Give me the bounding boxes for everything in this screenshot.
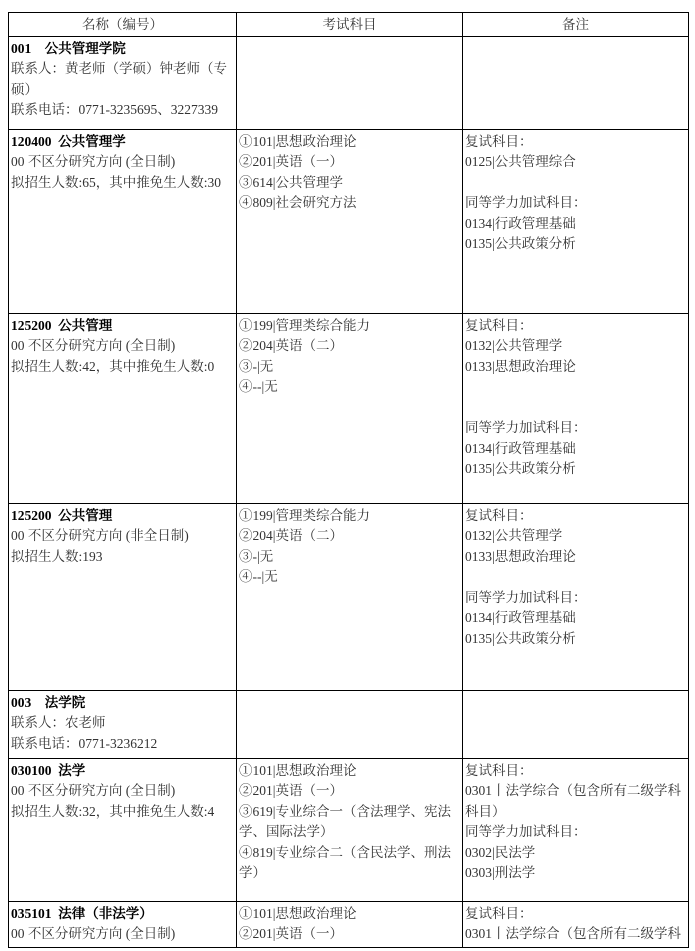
enrollment-count: 拟招生人数:65，其中推免生人数:30: [11, 174, 222, 190]
direction: 00 不区分研究方向 (全日制): [11, 338, 176, 353]
exam-subject: ③619|专业综合一（含法理学、宪法学、国际法学）: [239, 803, 451, 839]
name-cell: [9, 690, 237, 758]
exam-subject: ①101|思想政治理论: [239, 762, 357, 778]
note-line: 0132|公共管理学: [465, 338, 563, 353]
exam-subject: ②201|英语（一）: [239, 154, 343, 169]
direction: 00 不区分研究方向 (全日制): [11, 783, 176, 798]
note-line: 0133|思想政治理论: [465, 548, 576, 564]
note-line: 复试科目：: [465, 317, 533, 333]
enrollment-table: [8, 12, 689, 948]
name-cell: [9, 129, 237, 313]
exam-subject: ③614|公共管理学: [239, 174, 343, 190]
name-cell: [9, 313, 237, 503]
spacer: [465, 377, 686, 398]
exam-subject: ②204|英语（二）: [239, 338, 343, 353]
note-line: 0301丨法学综合（包含所有二级学科科目）: [465, 783, 681, 819]
table-row: [9, 901, 689, 947]
direction: 00 不区分研究方向 (全日制): [11, 154, 176, 169]
table-row: [9, 503, 689, 690]
enrollment-count: 拟招生人数:42，其中推免生人数:0: [11, 358, 215, 374]
note-line: 0135|公共政策分析: [465, 461, 576, 476]
note-cell: [463, 690, 689, 758]
row-title: 120400 公共管理学: [11, 133, 126, 149]
name-cell: [9, 901, 237, 947]
table-row: [9, 36, 689, 129]
exam-subject: ③-|无: [239, 358, 274, 374]
row-title: 125200 公共管理: [11, 317, 113, 333]
table-header-row: [9, 13, 689, 37]
note-line: 复试科目：: [465, 905, 533, 921]
row-title: 125200 公共管理: [11, 507, 113, 523]
name-cell: [9, 503, 237, 690]
note-line: 0133|思想政治理论: [465, 358, 576, 374]
note-cell: [463, 129, 689, 313]
exam-cell: [237, 129, 463, 313]
spacer: [465, 398, 686, 419]
exam-cell: [237, 690, 463, 758]
row-title: 030100 法学: [11, 762, 86, 778]
note-line: 复试科目：: [465, 133, 533, 149]
name-cell: [9, 36, 237, 129]
exam-subject: ②204|英语（二）: [239, 528, 343, 543]
contact-person: 联系人：黄老师（学硕）钟老师（专硕）: [11, 61, 227, 97]
exam-subject: ①101|思想政治理论: [239, 905, 357, 921]
note-line: 同等学力加试科目：: [465, 824, 587, 839]
exam-subject: ①199|管理类综合能力: [239, 507, 370, 523]
note-line: 0125|公共管理综合: [465, 154, 576, 169]
exam-subject: ④--|无: [239, 379, 278, 394]
exam-subject: ①199|管理类综合能力: [239, 317, 370, 333]
exam-cell: [237, 503, 463, 690]
row-title: 003 法学院: [11, 694, 86, 710]
note-line: 0135|公共政策分析: [465, 236, 576, 251]
note-line: 同等学力加试科目：: [465, 195, 587, 210]
note-line: 同等学力加试科目：: [465, 589, 587, 605]
exam-subject: ④--|无: [239, 569, 278, 584]
note-line: 复试科目：: [465, 507, 533, 523]
header-exam: 考试科目: [237, 13, 463, 37]
name-cell: [9, 758, 237, 901]
exam-subject: ③-|无: [239, 548, 274, 564]
exam-cell: [237, 36, 463, 129]
contact-phone: 联系电话：0771-3236212: [11, 735, 158, 751]
spacer: [465, 567, 686, 588]
note-line: 同等学力加试科目：: [465, 420, 587, 435]
table-row: [9, 758, 689, 901]
note-cell: [463, 758, 689, 901]
note-line: 0132|公共管理学: [465, 528, 563, 543]
note-line: 0301丨法学综合（包含所有二级学科: [465, 926, 681, 941]
note-line: 0302|民法学: [465, 844, 536, 860]
note-line: 0134|行政管理基础: [465, 610, 576, 625]
table-row: [9, 313, 689, 503]
enrollment-count: 拟招生人数:193: [11, 548, 103, 564]
exam-cell: [237, 313, 463, 503]
spacer: [465, 173, 686, 194]
note-line: 复试科目：: [465, 762, 533, 778]
enrollment-count: 拟招生人数:32，其中推免生人数:4: [11, 803, 215, 819]
contact-phone: 联系电话：0771-3235695、3227339: [11, 102, 218, 117]
row-title: 001 公共管理学院: [11, 40, 126, 56]
note-line: 0134|行政管理基础: [465, 215, 576, 231]
header-name: 名称（编号）: [9, 13, 237, 37]
direction: 00 不区分研究方向 (非全日制): [11, 528, 189, 543]
note-line: 0135|公共政策分析: [465, 630, 576, 646]
table-row: [9, 129, 689, 313]
exam-subject: ④809|社会研究方法: [239, 195, 357, 210]
header-note: 备注: [463, 13, 689, 37]
exam-subject: ②201|英语（一）: [239, 783, 343, 798]
exam-subject: ②201|英语（一）: [239, 926, 343, 941]
table-row: [9, 690, 689, 758]
exam-cell: [237, 901, 463, 947]
exam-subject: ①101|思想政治理论: [239, 133, 357, 149]
note-cell: [463, 313, 689, 503]
note-cell: [463, 901, 689, 947]
contact-person: 联系人：农老师: [11, 715, 106, 730]
row-title: 035101 法律（非法学）: [11, 905, 153, 921]
note-line: 0303|刑法学: [465, 865, 536, 880]
exam-subject: ④819|专业综合二（含民法学、刑法学）: [239, 844, 451, 880]
direction: 00 不区分研究方向 (全日制): [11, 926, 176, 941]
note-cell: [463, 36, 689, 129]
exam-cell: [237, 758, 463, 901]
note-line: 0134|行政管理基础: [465, 440, 576, 456]
note-cell: [463, 503, 689, 690]
